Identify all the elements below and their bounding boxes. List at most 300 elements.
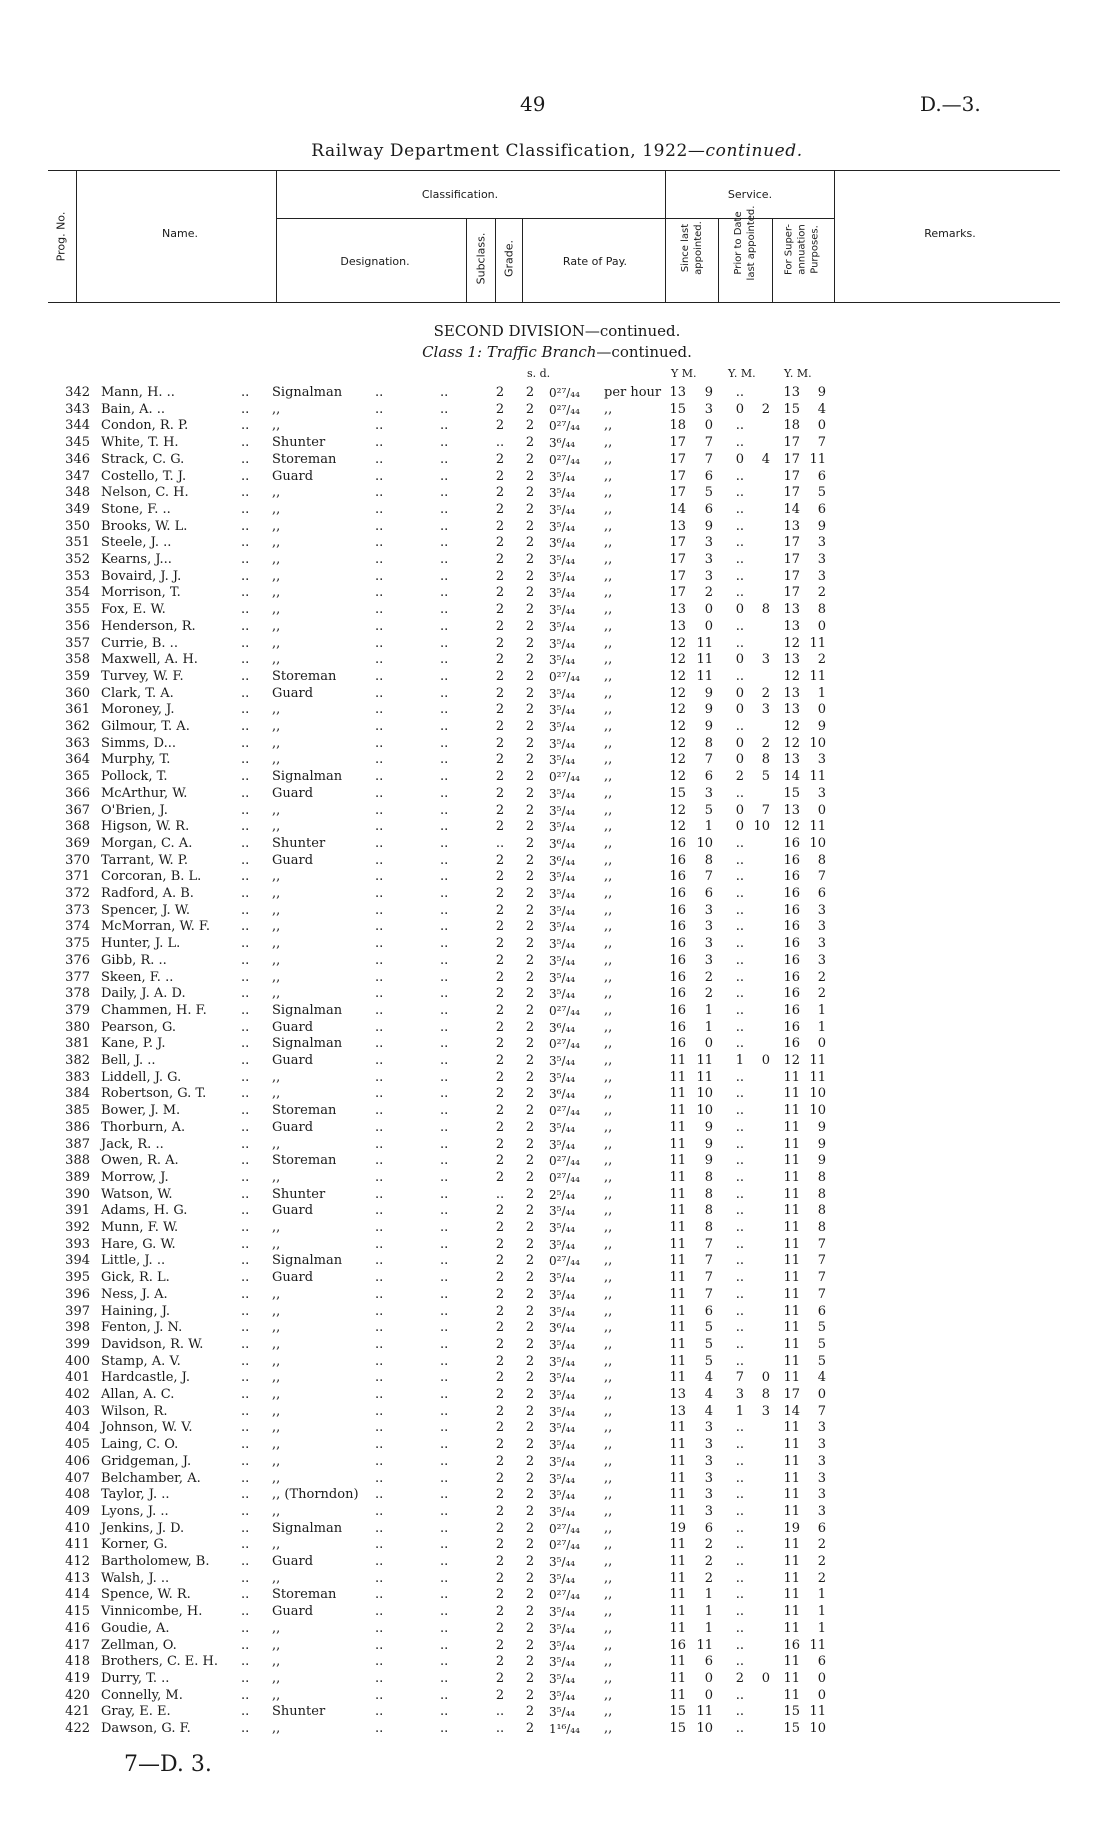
- leader-dots: ..: [375, 1136, 384, 1152]
- cell-designation: Signalman: [272, 1253, 343, 1269]
- cell-super-months: 1: [817, 685, 826, 701]
- cell-subclass: 2: [495, 1103, 505, 1119]
- cell-since-years: 12: [669, 635, 686, 651]
- cell-rate-unit: ,,: [604, 485, 613, 501]
- cell-super-years: 13: [783, 802, 800, 818]
- cell-grade: 2: [525, 451, 535, 467]
- cell-super-months: 10: [809, 835, 826, 851]
- cell-super-years: 14: [783, 769, 800, 785]
- cell-rate: 3⁵/₄₄: [549, 1054, 576, 1068]
- cell-super-years: 12: [783, 635, 800, 651]
- table-row: [0, 1354, 1114, 1371]
- cell-rate-unit: ,,: [604, 1387, 613, 1402]
- cell-subclass: ..: [495, 435, 505, 451]
- cell-subclass: 2: [495, 902, 505, 918]
- cell-since-years: 11: [669, 1270, 686, 1286]
- cell-super-years: 11: [783, 1220, 800, 1235]
- cell-rate: 2⁵/₄₄: [549, 1187, 576, 1202]
- cell-prog-no: 343: [65, 401, 90, 417]
- cell-prior-years: ..: [735, 485, 744, 501]
- cell-rate-unit: ,,: [604, 1670, 613, 1686]
- cell-since-years: 12: [669, 769, 686, 785]
- cell-grade: 2: [525, 668, 535, 684]
- cell-rate-unit: ,,: [604, 1069, 613, 1085]
- cell-prior-years: ..: [735, 552, 744, 567]
- cell-since-months: 3: [704, 952, 713, 968]
- cell-super-years: 16: [783, 969, 800, 985]
- cell-since-months: 11: [696, 1053, 713, 1068]
- cell-prior-years: 2: [735, 769, 744, 785]
- cell-super-months: 5: [817, 485, 826, 501]
- cell-prog-no: 354: [65, 585, 90, 601]
- cell-designation: ,,: [272, 1220, 281, 1235]
- leader-dots: ..: [241, 585, 250, 601]
- cell-prog-no: 367: [65, 802, 90, 818]
- cell-subclass: 2: [495, 1453, 505, 1469]
- cell-prior-years: ..: [735, 385, 744, 400]
- header-since-last: Since last appointed.: [680, 221, 704, 275]
- cell-designation: ,,: [272, 802, 281, 818]
- cell-since-months: 9: [704, 702, 713, 718]
- leader-dots: ..: [440, 385, 449, 400]
- cell-super-years: 13: [783, 618, 800, 634]
- cell-subclass: 2: [495, 418, 505, 434]
- branch-name: Traffic Branch: [486, 343, 597, 361]
- cell-grade: 2: [525, 635, 535, 651]
- cell-designation: Storeman: [272, 1153, 337, 1169]
- cell-since-months: 3: [704, 936, 713, 952]
- cell-prog-no: 395: [65, 1270, 90, 1286]
- cell-subclass: 2: [495, 585, 505, 601]
- leader-dots: ..: [375, 952, 384, 968]
- cell-since-years: 12: [669, 819, 686, 835]
- cell-designation: ,,: [272, 1370, 281, 1386]
- cell-name: Moroney, J.: [101, 702, 175, 718]
- cell-grade: 2: [525, 902, 535, 918]
- cell-rate: 3⁶/₄₄: [549, 436, 576, 451]
- cell-subclass: 2: [495, 501, 505, 517]
- cell-since-months: 3: [704, 552, 713, 567]
- cell-prior-months: 2: [761, 735, 770, 751]
- cell-grade: 2: [525, 518, 535, 534]
- leader-dots: ..: [440, 468, 449, 484]
- cell-prior-years: ..: [735, 1069, 744, 1085]
- cell-designation: ,,: [272, 1637, 281, 1653]
- table-row: [0, 686, 1114, 703]
- cell-prior-years: 1: [735, 1403, 744, 1419]
- cell-super-months: 0: [817, 702, 826, 718]
- table-row: [0, 1170, 1114, 1187]
- cell-since-months: 7: [704, 1270, 713, 1286]
- cell-name: Thorburn, A.: [101, 1119, 186, 1135]
- cell-since-months: 3: [704, 568, 713, 584]
- cell-name: Bower, J. M.: [101, 1103, 181, 1119]
- cell-since-years: 11: [669, 1570, 686, 1586]
- table-row: [0, 1337, 1114, 1354]
- cell-name: Hare, G. W.: [101, 1236, 176, 1252]
- table-row: [0, 1020, 1114, 1037]
- table-row: [0, 1621, 1114, 1638]
- leader-dots: ..: [440, 1270, 449, 1286]
- cell-prior-years: ..: [735, 986, 744, 1002]
- cell-subclass: 2: [495, 1320, 505, 1336]
- cell-since-years: 12: [669, 719, 686, 734]
- cell-name: Tarrant, W. P.: [101, 852, 189, 868]
- leader-dots: ..: [241, 618, 250, 634]
- leader-dots: ..: [375, 735, 384, 751]
- cell-prog-no: 353: [65, 568, 90, 584]
- cell-super-months: 11: [809, 1053, 826, 1068]
- cell-prior-years: ..: [735, 1453, 744, 1469]
- leader-dots: ..: [440, 1136, 449, 1152]
- cell-grade: 2: [525, 1086, 535, 1102]
- cell-rate-unit: ,,: [604, 585, 613, 601]
- cell-rate-unit: ,,: [604, 1320, 613, 1336]
- cell-subclass: 2: [495, 451, 505, 467]
- table-row: [0, 1638, 1114, 1655]
- cell-grade: 2: [525, 1270, 535, 1286]
- cell-since-months: 3: [704, 1420, 713, 1436]
- cell-grade: 2: [525, 1420, 535, 1436]
- table-row: [0, 970, 1114, 987]
- cell-super-years: 18: [783, 418, 800, 434]
- cell-subclass: 2: [495, 1420, 505, 1436]
- cell-super-months: 3: [817, 902, 826, 918]
- leader-dots: ..: [241, 1453, 250, 1469]
- cell-rate: 3⁵/₄₄: [549, 603, 576, 618]
- cell-prog-no: 368: [65, 819, 90, 835]
- leader-dots: ..: [375, 418, 384, 434]
- cell-prior-years: ..: [735, 785, 744, 801]
- cell-since-months: 11: [696, 668, 713, 684]
- table-row: [0, 1203, 1114, 1220]
- cell-designation: Shunter: [272, 1704, 326, 1720]
- cell-subclass: 2: [495, 1370, 505, 1386]
- cell-since-months: 6: [704, 468, 713, 484]
- cell-rate-unit: ,,: [604, 1554, 613, 1569]
- leader-dots: ..: [375, 685, 384, 701]
- cell-super-months: 3: [817, 568, 826, 584]
- leader-dots: ..: [241, 1503, 250, 1519]
- cell-super-years: 11: [783, 1203, 800, 1219]
- cell-subclass: 2: [495, 1220, 505, 1235]
- cell-prog-no: 414: [65, 1587, 90, 1603]
- cell-rate-unit: ,,: [604, 1036, 613, 1052]
- leader-dots: ..: [440, 1387, 449, 1402]
- leader-dots: ..: [241, 1220, 250, 1235]
- cell-super-years: 11: [783, 1670, 800, 1686]
- leader-dots: ..: [241, 401, 250, 417]
- leader-dots: ..: [375, 1670, 384, 1686]
- cell-subclass: 2: [495, 1086, 505, 1102]
- cell-prior-years: ..: [735, 969, 744, 985]
- leader-dots: ..: [375, 1403, 384, 1419]
- cell-rate-unit: ,,: [604, 752, 613, 768]
- cell-rate: 3⁵/₄₄: [549, 1705, 576, 1720]
- table-row: [0, 1504, 1114, 1521]
- leader-dots: ..: [440, 1019, 449, 1035]
- cell-rate-unit: ,,: [604, 1103, 613, 1119]
- leader-dots: ..: [375, 1721, 384, 1736]
- leader-dots: ..: [375, 1220, 384, 1235]
- cell-grade: 2: [525, 1253, 535, 1269]
- cell-prog-no: 356: [65, 618, 90, 634]
- cell-prior-years: ..: [735, 952, 744, 968]
- header-superannuation: For Super-annuation Purposes.: [783, 223, 821, 276]
- cell-since-months: 3: [704, 1437, 713, 1453]
- cell-prior-years: ..: [735, 1253, 744, 1269]
- leader-dots: ..: [440, 802, 449, 818]
- cell-grade: 2: [525, 835, 535, 851]
- cell-prior-years: 0: [735, 735, 744, 751]
- cell-since-months: 8: [704, 1220, 713, 1235]
- leader-dots: ..: [375, 618, 384, 634]
- cell-grade: 2: [525, 1353, 535, 1369]
- cell-prior-years: ..: [735, 1520, 744, 1536]
- cell-rate-unit: ,,: [604, 1654, 613, 1670]
- cell-rate: 0²⁷/₄₄: [549, 1538, 580, 1553]
- cell-subclass: 2: [495, 401, 505, 417]
- leader-dots: ..: [440, 1721, 449, 1736]
- cell-designation: Guard: [272, 468, 314, 484]
- cell-rate-unit: ,,: [604, 1336, 613, 1352]
- cell-since-years: 16: [669, 835, 686, 851]
- cell-rate-unit: ,,: [604, 952, 613, 968]
- leader-dots: ..: [375, 986, 384, 1002]
- leader-dots: ..: [375, 1437, 384, 1453]
- cell-super-months: 9: [817, 719, 826, 734]
- cell-super-months: 6: [817, 501, 826, 517]
- leader-dots: ..: [440, 1453, 449, 1469]
- cell-designation: ,,: [272, 618, 281, 634]
- cell-grade: 2: [525, 1604, 535, 1620]
- cell-since-months: 0: [704, 618, 713, 634]
- cell-since-years: 11: [669, 1103, 686, 1119]
- cell-name: Stamp, A. V.: [101, 1353, 181, 1369]
- leader-dots: ..: [241, 635, 250, 651]
- cell-rate: 0²⁷/₄₄: [549, 770, 580, 785]
- cell-super-years: 12: [783, 819, 800, 835]
- leader-dots: ..: [241, 1554, 250, 1569]
- cell-grade: 2: [525, 1370, 535, 1386]
- cell-designation: ,,: [272, 1670, 281, 1686]
- cell-super-years: 11: [783, 1086, 800, 1102]
- cell-rate-unit: ,,: [604, 1721, 613, 1736]
- cell-since-years: 16: [669, 969, 686, 985]
- leader-dots: ..: [241, 468, 250, 484]
- cell-grade: 2: [525, 1620, 535, 1636]
- leader-dots: ..: [375, 1570, 384, 1586]
- cell-rate-unit: ,,: [604, 1704, 613, 1720]
- cell-prior-years: ..: [735, 1136, 744, 1152]
- leader-dots: ..: [440, 1587, 449, 1603]
- cell-super-months: 0: [817, 1670, 826, 1686]
- cell-designation: Guard: [272, 685, 314, 701]
- cell-rate: 3⁵/₄₄: [549, 1237, 576, 1252]
- header-remarks: Remarks.: [924, 227, 976, 240]
- leader-dots: ..: [375, 485, 384, 501]
- cell-prog-no: 407: [65, 1470, 90, 1486]
- cell-super-years: 14: [783, 501, 800, 517]
- cell-name: Pollock, T.: [101, 769, 168, 785]
- cell-since-months: 8: [704, 1186, 713, 1202]
- cell-since-months: 10: [696, 1103, 713, 1119]
- leader-dots: ..: [375, 1236, 384, 1252]
- leader-dots: ..: [375, 385, 384, 400]
- cell-super-years: 15: [783, 401, 800, 417]
- leader-dots: ..: [375, 802, 384, 818]
- cell-designation: ,,: [272, 1303, 281, 1319]
- cell-subclass: ..: [495, 1704, 505, 1720]
- cell-rate-unit: ,,: [604, 852, 613, 868]
- leader-dots: ..: [375, 401, 384, 417]
- leader-dots: ..: [375, 1186, 384, 1202]
- cell-grade: 2: [525, 568, 535, 584]
- leader-dots: ..: [241, 1253, 250, 1269]
- cell-rate: 3⁵/₄₄: [549, 1070, 576, 1085]
- leader-dots: ..: [440, 501, 449, 517]
- cell-name: Kearns, J...: [101, 552, 172, 567]
- table-row: [0, 452, 1114, 469]
- leader-dots: ..: [375, 1654, 384, 1670]
- cell-rate-unit: ,,: [604, 401, 613, 417]
- leader-dots: ..: [440, 685, 449, 701]
- cell-rate: 0²⁷/₄₄: [549, 1588, 580, 1603]
- cell-name: Corcoran, B. L.: [101, 869, 202, 885]
- cell-name: Robertson, G. T.: [101, 1086, 207, 1102]
- cell-rate-unit: per hour: [604, 385, 662, 400]
- leader-dots: ..: [440, 1069, 449, 1085]
- cell-rate: 3⁵/₄₄: [549, 870, 576, 885]
- cell-since-years: 11: [669, 1303, 686, 1319]
- cell-prior-years: ..: [735, 902, 744, 918]
- cell-prior-years: ..: [735, 1570, 744, 1586]
- cell-designation: ,,: [272, 1570, 281, 1586]
- cell-prior-years: ..: [735, 635, 744, 651]
- cell-since-months: 3: [704, 919, 713, 935]
- cell-name: Johnson, W. V.: [101, 1420, 193, 1436]
- table-row: [0, 702, 1114, 719]
- cell-prior-years: ..: [735, 1487, 744, 1503]
- table-row: [0, 869, 1114, 886]
- cell-subclass: ..: [495, 835, 505, 851]
- table-row: [0, 1103, 1114, 1120]
- table-row: [0, 569, 1114, 586]
- cell-since-years: 16: [669, 919, 686, 935]
- cell-since-months: 6: [704, 886, 713, 901]
- cell-super-years: 11: [783, 1487, 800, 1503]
- cell-super-months: 9: [817, 1119, 826, 1135]
- cell-rate-unit: ,,: [604, 1453, 613, 1469]
- table-row: [0, 1671, 1114, 1688]
- cell-prior-months: 7: [761, 802, 770, 818]
- cell-designation: ,,: [272, 1069, 281, 1085]
- cell-since-years: 11: [669, 1437, 686, 1453]
- class-label: Class 1:: [422, 343, 483, 361]
- cell-prog-no: 418: [65, 1654, 90, 1670]
- cell-designation: ,,: [272, 1286, 281, 1302]
- cell-rate-unit: ,,: [604, 1587, 613, 1603]
- leader-dots: ..: [440, 952, 449, 968]
- cell-rate: 3⁵/₄₄: [549, 1621, 576, 1636]
- cell-since-years: 11: [669, 1453, 686, 1469]
- cell-since-years: 16: [669, 952, 686, 968]
- leader-dots: ..: [375, 451, 384, 467]
- cell-grade: 2: [525, 1403, 535, 1419]
- cell-prog-no: 394: [65, 1253, 90, 1269]
- cell-since-months: 8: [704, 1169, 713, 1185]
- table-row: [0, 585, 1114, 602]
- leader-dots: ..: [375, 919, 384, 935]
- cell-since-months: 8: [704, 1203, 713, 1219]
- leader-dots: ..: [241, 785, 250, 801]
- cell-name: Daily, J. A. D.: [101, 986, 186, 1002]
- cell-prog-no: 365: [65, 769, 90, 785]
- cell-since-months: 9: [704, 1153, 713, 1169]
- leader-dots: ..: [241, 652, 250, 668]
- cell-since-months: 6: [704, 1654, 713, 1670]
- cell-name: Hardcastle, J.: [101, 1370, 191, 1386]
- header-prior-to: Prior to Date last appointed.: [733, 205, 757, 281]
- cell-super-years: 11: [783, 1570, 800, 1586]
- cell-since-years: 12: [669, 802, 686, 818]
- leader-dots: ..: [241, 1403, 250, 1419]
- leader-dots: ..: [440, 919, 449, 935]
- cell-rate-unit: ,,: [604, 1270, 613, 1286]
- cell-prior-years: ..: [735, 1637, 744, 1653]
- cell-designation: Guard: [272, 1053, 314, 1068]
- cell-subclass: 2: [495, 1169, 505, 1185]
- cell-super-years: 11: [783, 1587, 800, 1603]
- cell-since-years: 11: [669, 1470, 686, 1486]
- leader-dots: ..: [375, 702, 384, 718]
- cell-since-months: 3: [704, 1453, 713, 1469]
- unit-super: Y. M.: [784, 367, 812, 380]
- cell-since-months: 5: [704, 1336, 713, 1352]
- cell-since-months: 0: [704, 602, 713, 618]
- cell-name: Allan, A. C.: [101, 1387, 175, 1402]
- cell-rate: 0²⁷/₄₄: [549, 669, 580, 684]
- cell-super-months: 7: [817, 1253, 826, 1269]
- cell-rate-unit: ,,: [604, 1286, 613, 1302]
- cell-rate: 3⁵/₄₄: [549, 619, 576, 634]
- cell-prior-years: 0: [735, 401, 744, 417]
- leader-dots: ..: [440, 652, 449, 668]
- cell-designation: ,,: [272, 869, 281, 885]
- cell-super-months: 4: [817, 401, 826, 417]
- cell-rate: 3⁵/₄₄: [549, 703, 576, 718]
- cell-rate: 0²⁷/₄₄: [549, 386, 580, 400]
- leader-dots: ..: [375, 1637, 384, 1653]
- cell-rate-unit: ,,: [604, 1353, 613, 1369]
- cell-since-months: 7: [704, 752, 713, 768]
- cell-prog-no: 362: [65, 719, 90, 734]
- cell-since-years: 11: [669, 1370, 686, 1386]
- cell-prior-years: 7: [735, 1370, 744, 1386]
- cell-super-years: 16: [783, 919, 800, 935]
- cell-since-months: 7: [704, 1286, 713, 1302]
- cell-designation: ,,: [272, 1470, 281, 1486]
- cell-subclass: 2: [495, 1303, 505, 1319]
- cell-name: O'Brien, J.: [101, 802, 168, 818]
- cell-since-years: 17: [669, 451, 686, 467]
- cell-prog-no: 379: [65, 1002, 90, 1018]
- cell-super-years: 11: [783, 1687, 800, 1703]
- cell-prior-years: ..: [735, 835, 744, 851]
- cell-prog-no: 363: [65, 735, 90, 751]
- cell-prog-no: 399: [65, 1336, 90, 1352]
- cell-since-months: 11: [696, 1069, 713, 1085]
